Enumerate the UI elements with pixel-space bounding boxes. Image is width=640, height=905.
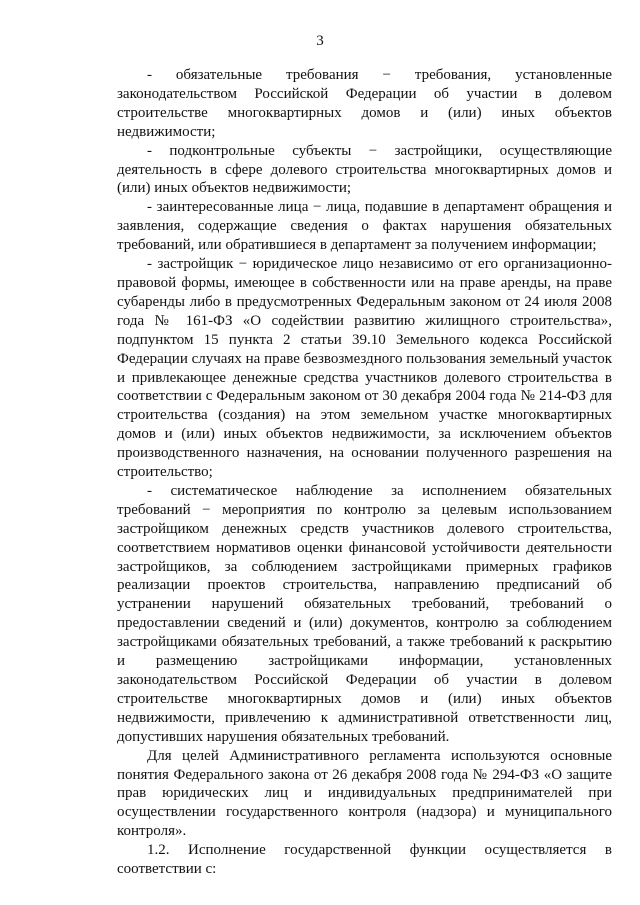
- paragraph-controlled-subjects: - подконтрольные субъекты − застройщики, осуществляющие деятельность в сфере долевого строительства многоквартирных домов и (или) иных объектов недвижимости;: [117, 142, 612, 197]
- paragraph-interested-persons: - заинтересованные лица − лица, подавшие в департамент обращения и заявления, содержащие сведения о фактах нарушения обязательных требований, или обратившиеся в департамент за получением информации;: [117, 199, 612, 254]
- paragraph-obligatory-requirements: - обязательные требования − требования, установленные законодательством Российской Федерации об участии в долевом строительстве многоквартирных домов и (или) иных объектов недвижимости;: [117, 67, 612, 140]
- page-number: 3: [316, 33, 324, 49]
- paragraph-developer: - застройщик − юридическое лицо независимо от его организационно-правовой формы, имеющее в собственности или на праве аренды, на праве субаренды либо в предусмотренных Федеральным законом от 24 июля 2008 года № 161-ФЗ «О содействии развитию жилищного строительства», подпунктом 15 пункта 2 статьи 39.10 Земельного кодекса Российской Федерации случаях на праве безвозмездного пользования земельный участок и привлекающее денежные средства участников долевого строительства в соответствии с Федеральным законом от 30 декабря 2004 года № 214-ФЗ для строительства (создания) на этом земельном участке многоквартирных домов и (или) иных объектов недвижимости, за исключением объектов производственного назначения, на основании полученного разрешения на строительство;: [117, 256, 612, 481]
- paragraph-systematic-monitoring: - систематическое наблюдение за исполнением обязательных требований − мероприятия по контролю за целевым использованием застройщиком денежных средств участников долевого строительства, соответствием нормативов оценки финансовой устойчивости деятельности застройщиков, за соблюдением застройщиками примерных графиков реализации проектов строительства, направлению предписаний об устранении нарушений обязательных требований, требований о предоставлении сведений и (или) документов, контролю за соблюдением застройщиками обязательных требований, а также требований к раскрытию и размещению застройщиками информации, установленных законодательством Российской Федерации об участии в долевом строительстве многоквартирных домов и (или) иных объектов недвижимости, привлечению к административной ответственности лиц, допустивших нарушения обязательных требований.: [117, 482, 612, 745]
- paragraph-section-1-2: 1.2. Исполнение государственной функции осуществляется в соответствии с:: [117, 842, 612, 878]
- document-body: [117, 66, 612, 879]
- paragraph-basic-concepts: Для целей Административного регламента используются основные понятия Федерального закона от 26 декабря 2008 года № 294-ФЗ «О защите прав юридических лиц и индивидуальных предпринимателей при осуществлении государственного контроля (надзора) и муниципального контроля».: [117, 747, 612, 840]
